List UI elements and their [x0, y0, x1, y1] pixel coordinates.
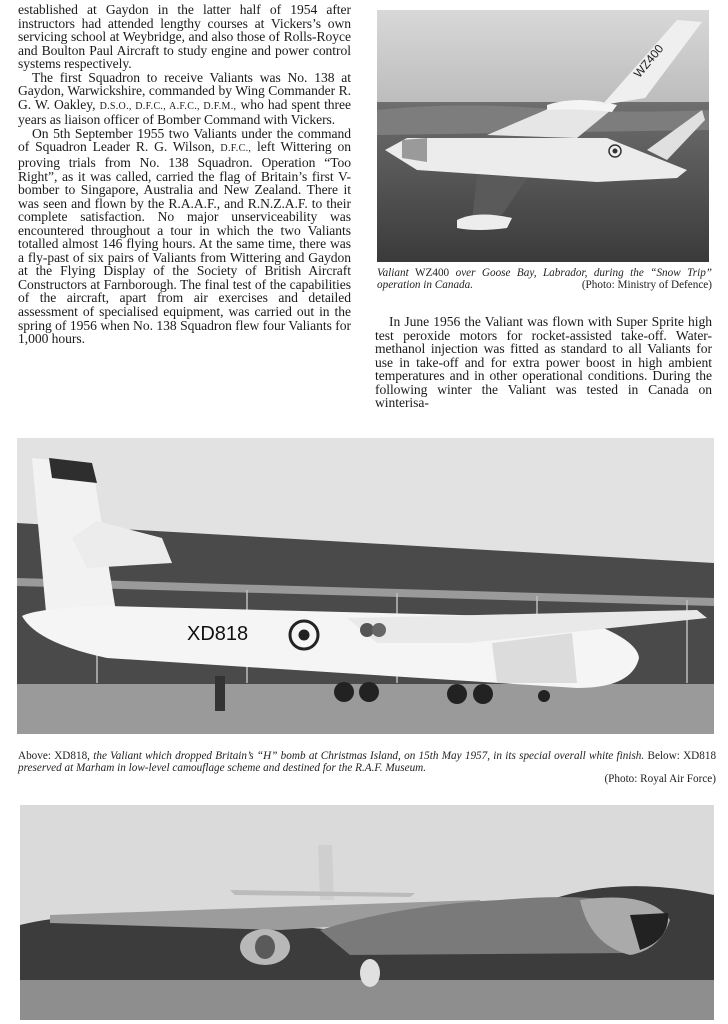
text-span: The first Squadron to receive Valiants was No. 138 at Gaydon, Warwickshire, commanded by Wing Commander R. G. W. Oakley,	[18, 69, 351, 112]
aircraft-serial-wz400: WZ400	[630, 41, 667, 81]
caption-serial: XD818,	[54, 750, 90, 762]
caption-text: Valiant	[377, 267, 409, 279]
caption-serial: WZ400	[414, 267, 450, 279]
photo-valiant-xd818-camouflage	[20, 805, 714, 1020]
aircraft-in-flight-image	[377, 10, 709, 262]
photo-credit: (Photo: Royal Air Force)	[604, 773, 716, 785]
text-span: On 5th September 1955 two Valiants under the command of Squadron Leader R. G. Wilson,	[18, 125, 351, 155]
text-span: who had spent three years as liaison officer of Bomber Command with Vickers.	[18, 96, 351, 128]
text-span: left Wittering on proving trials from No. 138 Squadron. Operation “Too Right”, as it was called, carried the flag of Britain’s first V-bomber to Singapore, Australia and New Zealand. There it was seen and flown by the R.A.A.F., and R.N.Z.A.F. to their complete satisfaction. No major unserviceability was encountered throughout a tour in which the two Valiants totalled almost 146 flying hours. At the same time, there was a fly-past of six pairs of Valiants from Wittering and Gaydon at the Flying Display of the Society of British Aircraft Constructors at Farnborough. The final test of the capabilities of the aircraft, apart from air exercises and detailed assessment of specialised equipment, was carried out in the spring of 1956 when No. 138 Squadron flew four Valiants for 1,000 hours.	[18, 139, 351, 347]
honours-wilson: D.F.C.,	[220, 143, 252, 155]
photo-valiant-xd818-white	[17, 438, 714, 734]
caption-serial: XD818	[683, 750, 717, 762]
paragraph-too-right	[18, 127, 351, 346]
caption-text-above: the Valiant which dropped Britain’s “H” bomb at Christmas Island, on 15th May 1957, in its special overall white finish.	[93, 750, 645, 762]
left-column-text	[18, 3, 351, 346]
aircraft-on-apron-image	[17, 438, 714, 734]
caption-text: over Goose Bay, Labrador, during the “Snow Trip” operation in Canada.	[377, 267, 713, 291]
caption-text-below: preserved at Marham in low-level camouflage scheme and destined for the R.A.F. Museum.	[18, 761, 427, 774]
caption-wz400	[377, 268, 712, 291]
photo-credit: (Photo: Ministry of Defence)	[581, 278, 712, 291]
aircraft-serial-xd818: XD818	[187, 623, 249, 645]
aircraft-preserved-image	[20, 805, 714, 1020]
right-column-text	[375, 315, 712, 410]
photo-valiant-wz400	[377, 10, 709, 262]
paragraph-super-sprite: In June 1956 the Valiant was flown with Super Sprite high test peroxide motors for rocket-assisted take-off. Water-methanol injection was fitted as standard to all Valiants for use in take-off and for extra power boost in high ambient temperatures and in other operational conditions. During the following winter the Valiant was tested in Canada on winterisa-	[375, 314, 712, 411]
honours-oakley: D.S.O., D.F.C., A.F.C., D.F.M.,	[99, 100, 237, 112]
caption-label-above: Above:	[18, 750, 51, 762]
caption-xd818	[18, 751, 716, 786]
caption-label-below: Below:	[647, 750, 680, 762]
paragraph-gaydon-training: established at Gaydon in the latter half of 1954 after instructors had attended lengthy courses at Vickers’s own servicing school at Weybridge, and also those of Rolls-Royce and Boulton Paul Aircraft to study engine and power control systems respectively.	[18, 2, 351, 72]
paragraph-first-squadron	[18, 71, 351, 127]
